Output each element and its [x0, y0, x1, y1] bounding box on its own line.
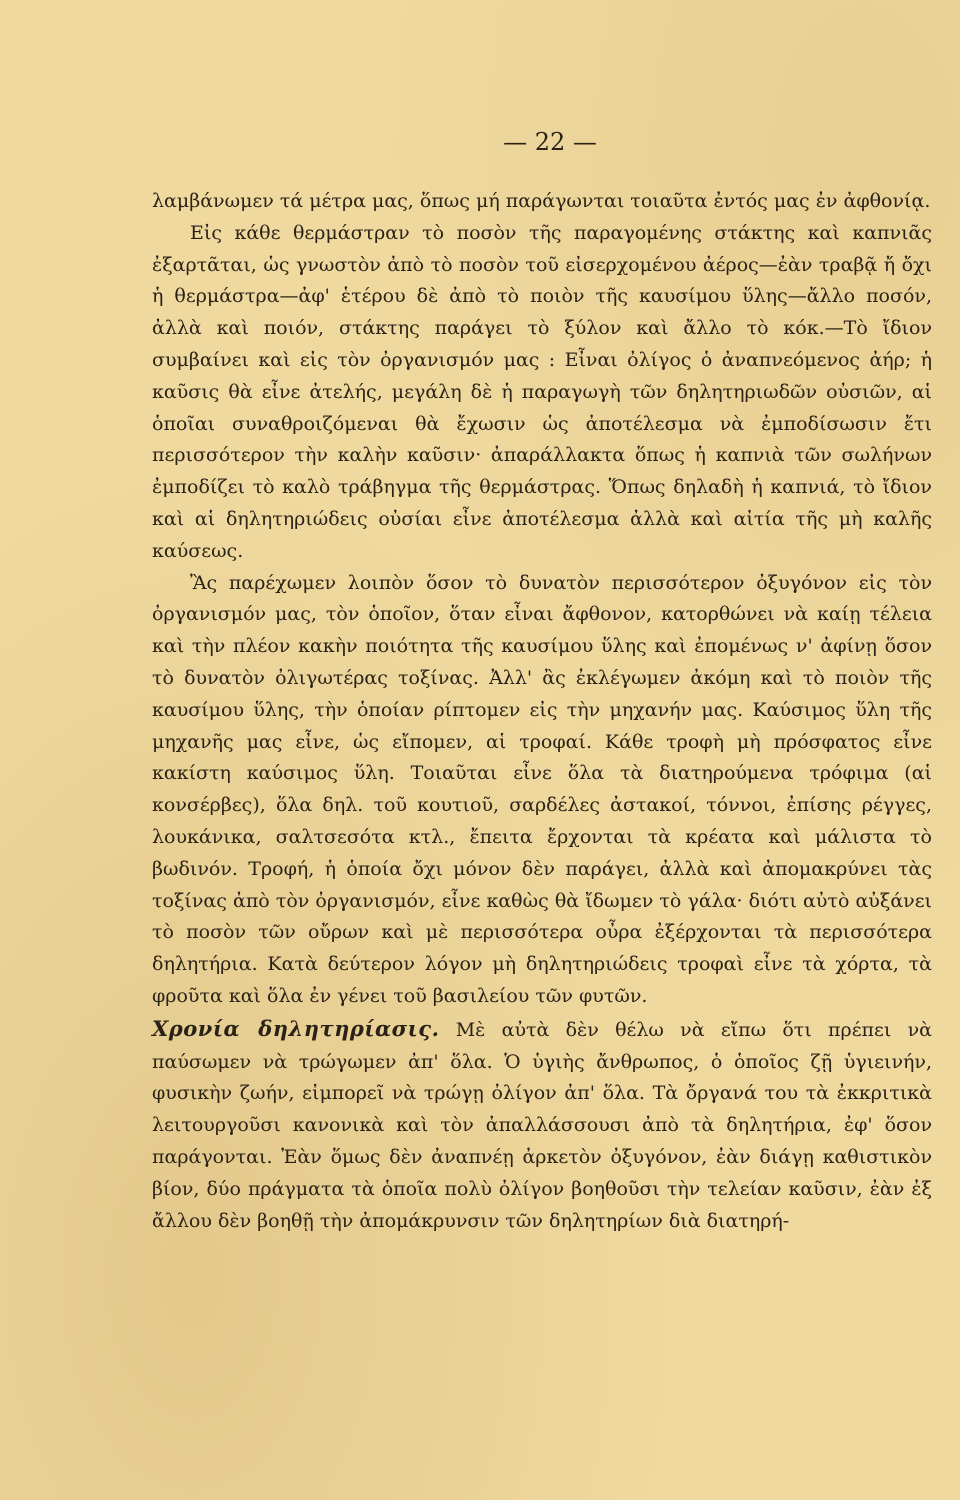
paragraph-3: Ἂς παρέχωμεν λοιπὸν ὅσον τὸ δυνατὸν περισσότερον ὀξυγόνον εἰς τὸν ὀργανισμόν μας, τὸν ὁποῖον, ὅταν εἶναι ἄφθονον, κατορθώνει νὰ καίῃ τέλεια καὶ τὴν πλέον κακὴν ποιότητα τῆς καυσίμου ὕλης καὶ ἐπομένως ν' ἀφίνῃ ὅσον τὸ δυνατὸν ὀλιγωτέρας τοξίνας. Ἀλλ' ἂς ἐκλέγωμεν ἀκόμη καὶ τὸ ποιὸν τῆς καυσίμου ὕλης, τὴν ὁποίαν ρίπτομεν εἰς τὴν μηχανήν μας. Καύσιμος ὕλη τῆς μηχανῆς μας εἶνε, ὡς εἴπομεν, αἱ τροφαί. Κάθε τροφὴ μὴ πρόσφατος εἶνε κακίστη καύσιμος ὕλη. Τοιαῦται εἶνε ὅλα τὰ διατηρούμενα τρόφιμα (αἱ κονσέρβες), ὅλα δηλ. τοῦ κουτιοῦ, σαρδέλες ἀστακοί, τόννοι, ἐπίσης ρέγγες, λουκάνικα, σαλτσεσότα κτλ., ἔπειτα ἔρχονται τὰ κρέατα καὶ μάλιστα τὸ βωδινόν. Τροφή, ἡ ὁποία ὄχι μόνον δὲν παράγει, ἀλλὰ καὶ ἀπομακρύνει τὰς τοξίνας ἀπὸ τὸν ὀργανισμόν, εἶνε καθὼς θὰ ἴδωμεν τὸ γάλα· διότι αὐτὸ αὐξάνει τὸ ποσὸν τῶν οὔρων καὶ μὲ περισσότερα οὖρα ἐξέρχονται τὰ περισσότερα δηλητήρια. Κατὰ δεύτερον λόγον μὴ δηλητηριώδεις τροφαὶ εἶνε τὰ χόρτα, τὰ φροῦτα καὶ ὅλα ἐν γένει τοῦ βασιλείου τῶν φυτῶν.: [152, 571, 932, 1007]
page-number: — 22 —: [503, 128, 597, 156]
body-text: [152, 186, 932, 1237]
paragraph-4: [152, 1013, 932, 1238]
section-heading: Χρονία δηλητηρίασις.: [152, 1015, 440, 1041]
paragraph-1: λαμβάνωμεν τά μέτρα μας, ὅπως μή παράγωνται τοιαῦτα ἐντός μας ἐν ἀφθονίᾳ.: [152, 190, 931, 212]
paragraph-4-text: Μὲ αὐτὰ δὲν θέλω νὰ εἴπω ὅτι πρέπει νὰ παύσωμεν νὰ τρώγωμεν ἀπ' ὅλα. Ὁ ὑγιὴς ἄνθρωπος, ὁ ὁποῖος ζῇ ὑγιεινήν, φυσικὴν ζωήν, εἰμπορεῖ νὰ τρώγῃ ὀλίγον ἀπ' ὅλα. Τὰ ὄργανά του τὰ ἐκκριτικὰ λειτουργοῦσι κανονικὰ καὶ τὸν ἀπαλλάσσουσι ἀπὸ τὰ δηλητήρια, ἐφ' ὅσον παράγονται. Ἐὰν ὅμως δὲν ἀναπνέῃ ἀρκετὸν ὀξυγόνον, ἐὰν διάγῃ καθιστικὸν βίον, δύο πράγματα τὰ ὁποῖα πολὺ ὀλίγον βοηθοῦσι τὴν τελείαν καῦσιν, ἐὰν ἐξ ἄλλου δὲν βοηθῇ τὴν ἀπομάκρυνσιν τῶν δηλητηρίων διὰ διατηρή-: [152, 1018, 932, 1232]
paragraph-2: Εἰς κάθε θερμάστραν τὸ ποσὸν τῆς παραγομένης στάκτης καὶ καπνιᾶς ἐξαρτᾶται, ὡς γνωστὸν ἀπὸ τὸ ποσὸν τοῦ εἰσερχομένου ἀέρος—ἐὰν τραβᾷ ἤ ὄχι ἡ θερμάστρα—ἀφ' ἑτέρου δὲ ἀπὸ τὸ ποιὸν τῆς καυσίμου ὕλης—ἄλλο ποσόν, ἀλλὰ καὶ ποιόν, στάκτης παράγει τὸ ξύλον καὶ ἄλλο τὸ κόκ.—Τὸ ἴδιον συμβαίνει καὶ εἰς τὸν ὀργανισμόν μας : Εἶναι ὀλίγος ὁ ἀναπνεόμενος ἀήρ; ἡ καῦσις θὰ εἶνε ἀτελής, μεγάλη δὲ ἡ παραγωγὴ τῶν δηλητηριωδῶν οὐσιῶν, αἱ ὁποῖαι συναθροιζόμεναι θὰ ἔχωσιν ὡς ἀποτέλεσμα νὰ ἐμποδίσωσιν ἔτι περισσότερον τὴν καλὴν καῦσιν· ἀπαράλλακτα ὅπως ἡ καπνιὰ τῶν σωλήνων ἐμποδίζει τὸ καλὸ τράβηγμα τῆς θερμάστρας. Ὅπως δηλαδὴ ἡ καπνιά, τὸ ἴδιον καὶ αἱ δηλητηριώδεις οὐσίαι εἶνε ἀποτέλεσμα ἀλλὰ καὶ αἰτία τῆς μὴ καλῆς καύσεως.: [152, 221, 932, 562]
